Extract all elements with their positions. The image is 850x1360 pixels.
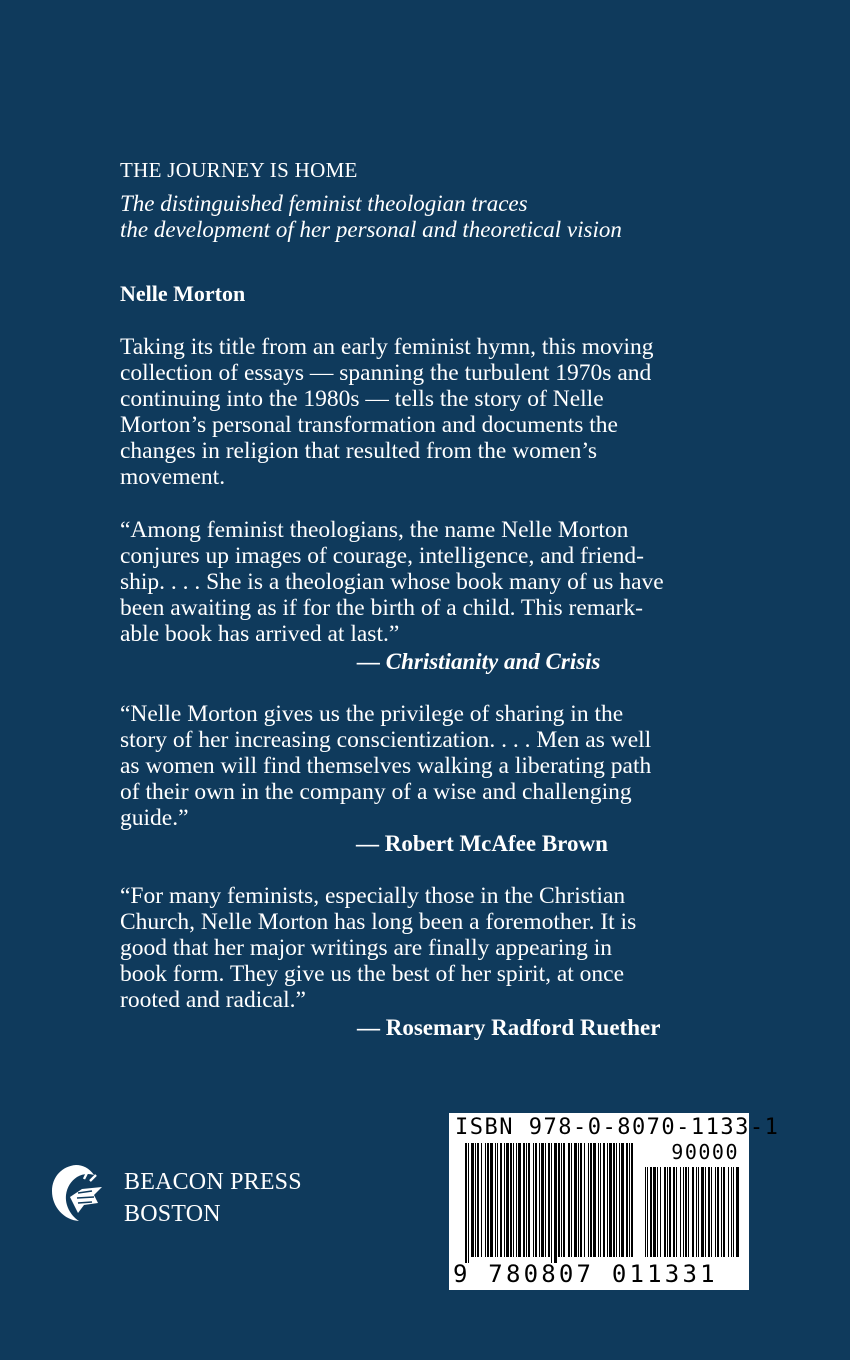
- publisher-city: BOSTON: [124, 1201, 221, 1227]
- barcode-bar: [465, 1143, 467, 1263]
- review-attribution: — Rosemary Radford Ruether: [357, 1015, 661, 1040]
- barcode-bar: [588, 1143, 589, 1257]
- barcode-bar: [518, 1143, 521, 1257]
- barcode-bar: [631, 1143, 633, 1257]
- barcode-bar: [500, 1143, 502, 1257]
- barcode-bar: [506, 1143, 509, 1257]
- barcode-bar: [728, 1167, 729, 1257]
- barcode-bar: [497, 1143, 498, 1257]
- barcode-bar: [468, 1143, 469, 1263]
- barcode-bar: [568, 1143, 570, 1257]
- barcode-bar: [523, 1143, 525, 1257]
- barcode-bar: [616, 1143, 617, 1257]
- barcode-bar: [545, 1143, 546, 1257]
- review-line: as women will find themselves walking a liberating path: [120, 753, 652, 779]
- barcode-bar: [701, 1167, 704, 1257]
- review-attribution: — Robert McAfee Brown: [356, 831, 608, 856]
- barcode-bar: [692, 1167, 694, 1257]
- barcode-bar: [613, 1143, 615, 1257]
- barcode-bar: [563, 1143, 565, 1257]
- description-line: movement.: [120, 464, 226, 490]
- subtitle-line: the development of her personal and theoretical vision: [120, 217, 622, 242]
- barcode-bar: [698, 1167, 699, 1257]
- barcode-bar: [513, 1143, 514, 1257]
- review-line: ship. . . . She is a theologian whose book many of us have: [120, 569, 664, 595]
- barcode-bar: [578, 1143, 579, 1257]
- barcode-bar: [558, 1143, 560, 1257]
- barcode-bar: [669, 1167, 671, 1257]
- barcode-bar: [721, 1167, 722, 1257]
- barcode-bar: [696, 1167, 697, 1257]
- barcode-bar: [574, 1143, 577, 1257]
- barcode-bar: [653, 1167, 656, 1257]
- review-line: conjures up images of courage, intelligence, and friend-: [120, 543, 644, 569]
- barcode-bar: [660, 1167, 661, 1257]
- barcode-bar: [736, 1167, 739, 1257]
- beacon-press-book-logo-icon: [48, 1163, 106, 1223]
- subtitle-line: The distinguished feminist theologian traces: [120, 191, 528, 216]
- barcode-bar: [554, 1143, 557, 1263]
- barcode-bar: [539, 1143, 540, 1257]
- barcode-bar: [495, 1143, 496, 1257]
- barcode-bar: [621, 1143, 624, 1257]
- barcode-bar: [603, 1143, 605, 1257]
- barcode-bar: [711, 1167, 712, 1257]
- barcode-bar: [647, 1167, 648, 1257]
- review-quote: [120, 701, 740, 831]
- barcode-bar: [477, 1143, 479, 1257]
- barcode-bar: [504, 1143, 505, 1257]
- barcode-bar: [541, 1143, 544, 1257]
- book-subtitle: [120, 191, 622, 243]
- review-line: rooted and radical.”: [120, 987, 306, 1013]
- barcode-bar: [584, 1143, 585, 1257]
- review-line: been awaiting as if for the birth of a child. This remark-: [120, 595, 643, 621]
- review-quote: [120, 517, 740, 647]
- barcode-bar: [717, 1167, 719, 1257]
- review-quote: [120, 883, 740, 1013]
- barcode-bar: [685, 1167, 687, 1257]
- barcode-bar: [657, 1167, 658, 1257]
- description-line: changes in religion that resulted from the women’s: [120, 438, 598, 464]
- barcode-bar: [629, 1143, 630, 1257]
- isbn-number: ISBN 978-0-8070-1133-1: [455, 1115, 780, 1140]
- barcode-bar: [715, 1167, 716, 1257]
- barcode-bar: [471, 1143, 474, 1257]
- barcode-bar: [731, 1167, 732, 1257]
- barcode-bar: [645, 1167, 646, 1257]
- barcode-bar: [571, 1143, 572, 1257]
- barcode-bar: [664, 1167, 666, 1257]
- review-line: good that her major writings are finally appearing in: [120, 935, 613, 961]
- barcode-bar: [533, 1143, 534, 1257]
- barcode-bar: [600, 1143, 601, 1257]
- review-attribution: — Christianity and Crisis: [357, 649, 601, 674]
- review-line: Church, Nelle Morton has long been a foremother. It is: [120, 909, 637, 935]
- barcode-bar: [535, 1143, 537, 1257]
- review-line: “Nelle Morton gives us the privilege of sharing in the: [120, 701, 624, 727]
- barcode-bar: [487, 1143, 489, 1257]
- barcode-bar: [723, 1167, 725, 1257]
- barcode-bar: [516, 1143, 517, 1257]
- barcode-bar: [708, 1167, 710, 1257]
- barcode-bar: [650, 1167, 652, 1257]
- barcode-bar: [510, 1143, 512, 1257]
- barcode-bar: [526, 1143, 527, 1257]
- barcode-bar: [733, 1167, 734, 1257]
- author-name: Nelle Morton: [120, 281, 246, 306]
- barcode-bar: [705, 1167, 706, 1257]
- review-line: book form. They give us the best of her spirit, at once: [120, 961, 625, 987]
- barcode-bar: [485, 1143, 486, 1257]
- description-line: collection of essays — spanning the turbulent 1970s and: [120, 360, 652, 386]
- review-line: able book has arrived at last.”: [120, 621, 400, 647]
- barcode-bar: [607, 1143, 608, 1257]
- barcode-bar: [490, 1143, 493, 1257]
- barcode-bar: [580, 1143, 582, 1257]
- barcode-bar: [598, 1143, 599, 1257]
- barcode-bar: [667, 1167, 668, 1257]
- review-line: “Among feminist theologians, the name Nelle Morton: [120, 517, 629, 543]
- barcode-bar: [609, 1143, 612, 1257]
- price-code: 90000: [671, 1140, 739, 1164]
- barcode-bar: [688, 1167, 689, 1257]
- barcode-bar: [528, 1143, 530, 1257]
- barcode-bar: [619, 1143, 620, 1257]
- description-line: continuing into the 1980s — tells the story of Nelle: [120, 386, 604, 412]
- barcode-bar: [561, 1143, 562, 1257]
- publisher-name: BEACON PRESS: [124, 1169, 302, 1195]
- description-line: Morton’s personal transformation and documents the: [120, 412, 618, 438]
- barcode-bar: [475, 1143, 476, 1257]
- review-line: of their own in the company of a wise and challenging: [120, 779, 632, 805]
- book-title: THE JOURNEY IS HOME: [120, 158, 358, 182]
- review-line: guide.”: [120, 805, 189, 831]
- barcode-bar: [481, 1143, 482, 1257]
- description-line: Taking its title from an early feminist hymn, this moving: [120, 334, 654, 360]
- review-line: “For many feminists, especially those in the Christian: [120, 883, 626, 909]
- barcode-bar: [626, 1143, 628, 1257]
- description-paragraph: [120, 334, 740, 490]
- barcode-bar: [551, 1143, 552, 1263]
- publisher-imprint: [124, 1166, 302, 1230]
- barcode-bar: [680, 1167, 681, 1257]
- ean-number: 9 780807 011331: [453, 1260, 718, 1288]
- barcode-bar: [683, 1167, 684, 1257]
- review-line: story of her increasing conscientization. . . . Men as well: [120, 727, 652, 753]
- barcode-bar: [590, 1143, 592, 1257]
- barcode-bar: [593, 1143, 596, 1257]
- barcode-panel: [449, 1113, 780, 1290]
- barcode-bar: [673, 1167, 675, 1257]
- barcode-bar: [676, 1167, 677, 1257]
- barcode-bar: [548, 1143, 550, 1257]
